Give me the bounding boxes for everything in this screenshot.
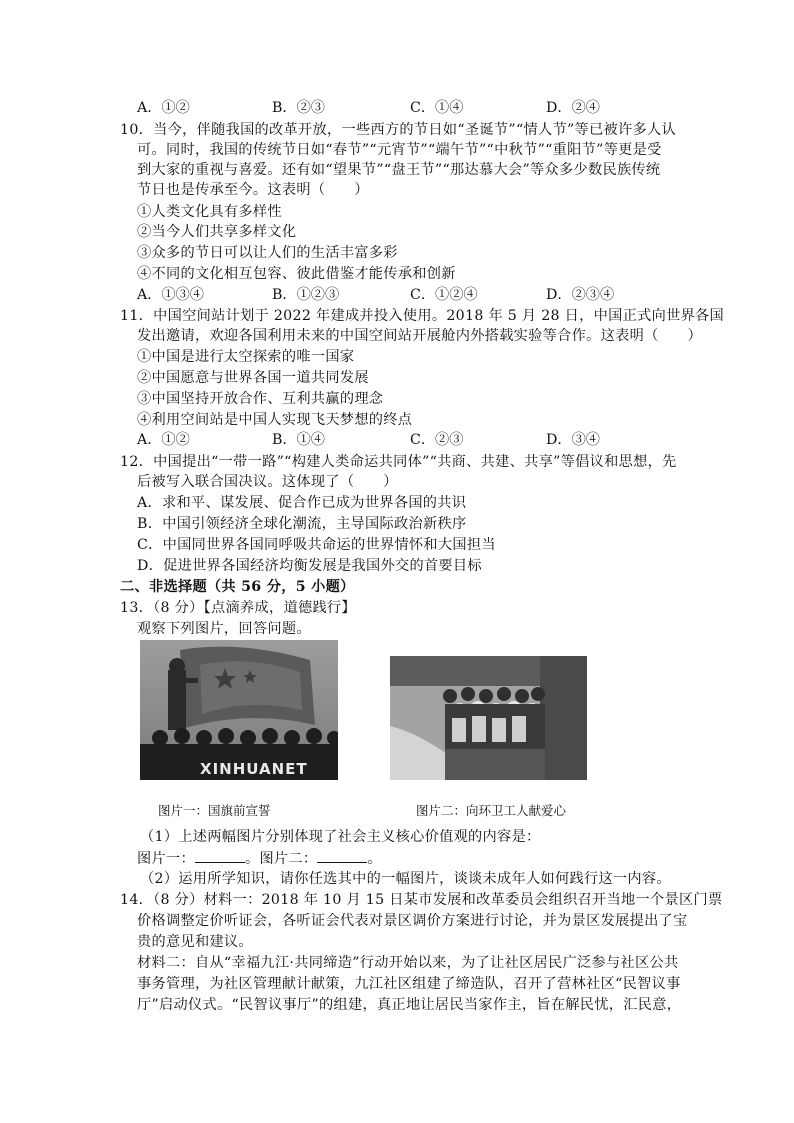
photo-flag-oath-image [140,640,338,780]
q9-option-b[interactable]: B．②③ [272,100,325,116]
q10-stem-line: 节日也是传承至今。这表明（ ） [137,182,369,198]
q9-option-d[interactable]: D．②④ [546,100,600,116]
q10-option-d[interactable]: D．②③④ [546,287,615,303]
photo-1-caption: 图片一：国旗前宣誓 [158,803,271,818]
q13-blank-b-label: 。图片二： [244,851,318,867]
q13-sub1-answer-line [137,848,382,869]
q10-stem-line: 10．当今，伴随我国的改革开放，一些西方的节日如“圣诞节”“情人节”等已被许多人认 [120,122,676,138]
q12-option-c[interactable]: C．中国同世界各国同呼吸共命运的世界情怀和大国担当 [137,537,496,553]
q11-stem-line: 11．中国空间站计划于 2022 年建成并投入使用。2018 年 5 月 28 日，中国正式向世界各国 [120,308,725,324]
q11-option-a[interactable]: A．①② [137,432,190,448]
q14-line: 价格调整定价听证会，各听证会代表对景区调价方案进行讨论，并为景区发展提出了宝 [137,913,688,929]
q11-statement: ①中国是进行太空探索的唯一国家 [137,349,355,365]
photo-2-caption: 图片二：向环卫工人献爱心 [416,803,567,818]
q11-statement: ④利用空间站是中国人实现飞天梦想的终点 [137,412,413,428]
photo-watermark: XINHUANET [200,760,308,778]
q13-intro: 观察下列图片，回答问题。 [137,621,311,637]
q12-option-b[interactable]: B．中国引领经济全球化潮流，主导国际政治新秩序 [137,516,467,532]
q11-statement: ③中国坚持开放合作、互利共赢的理念 [137,391,384,407]
q10-stem-line: 到大家的重视与喜爱。还有如“望果节”“盘王节”“那达慕大会”等众多少数民族传统 [137,162,661,178]
q12-stem-line: 后被写入联合国决议。这体现了（ ） [137,474,398,490]
q11-option-d[interactable]: D．③④ [546,432,600,448]
q13-answer-blank-1[interactable] [195,848,245,863]
q10-statement: ③众多的节日可以让人们的生活丰富多彩 [137,245,398,261]
q12-option-d[interactable]: D．促进世界各国经济均衡发展是我国外交的首要目标 [137,558,482,574]
q11-statement: ②中国愿意与世界各国一道共同发展 [137,370,369,386]
q10-option-c[interactable]: C．①②④ [410,287,478,303]
q12-option-a[interactable]: A．求和平、谋发展、促合作已成为世界各国的共识 [137,495,467,511]
q10-statement: ①人类文化具有多样性 [137,204,282,220]
q13-blank-end: 。 [367,851,382,867]
q10-option-a[interactable]: A．①③④ [137,287,204,303]
photo-sanitation-workers-image [390,656,587,780]
q13-sub2: （2）运用所学知识，请你任选其中的一幅图片，谈谈未成年人如何践行这一内容。 [140,871,671,887]
q13-head: 13．（8 分）【点滴养成，道德践行】 [120,600,356,616]
q10-option-b[interactable]: B．①②③ [272,287,340,303]
q9-option-a[interactable]: A．①② [137,100,190,116]
q11-option-b[interactable]: B．①④ [272,432,325,448]
q11-option-c[interactable]: C．②③ [410,432,464,448]
q10-stem-line: 可。同时，我国的传统节日如“春节”“元宵节”“端午节”“中秋节”“重阳节”等更是受 [137,142,662,158]
q14-line: 事务管理，为社区管理献计献策，九江社区组建了缔造队，召开了营林社区“民智议事 [137,976,681,992]
q13-sub1: （1）上述两幅图片分别体现了社会主义核心价值观的内容是： [140,829,541,845]
q9-option-c[interactable]: C．①④ [410,100,464,116]
q12-stem-line: 12．中国提出“一带一路”“构建人类命运共同体”“共商、共建、共享”等倡议和思想，先 [120,454,677,470]
section-2-title: 二、非选择题（共 56 分，5 小题） [120,579,355,595]
q10-statement: ④不同的文化相互包容、彼此借鉴才能传承和创新 [137,266,456,282]
q14-line: 14．（8 分）材料一：2018 年 10 月 15 日某市发展和改革委员会组织召开当地一个景区门票 [120,892,723,908]
q13-blank-a-label: 图片一： [137,851,195,867]
q14-line: 贵的意见和建议。 [137,934,253,950]
q10-statement: ②当今人们共享多样文化 [137,224,297,240]
photo-sanitation-workers [390,656,587,780]
q14-line: 厅”启动仪式。“民智议事厅”的组建，真正地让居民当家作主，旨在解民忧，汇民意， [137,997,682,1013]
q13-answer-blank-2[interactable] [317,848,367,863]
q14-line: 材料二：自从“幸福九江·共同缔造”行动开始以来，为了让社区居民广泛参与社区公共 [137,955,679,971]
photo-flag-oath [140,640,338,780]
q11-stem-line: 发出邀请，欢迎各国利用未来的中国空间站开展舱内外搭载实验等合作。这表明（ ） [137,328,703,344]
